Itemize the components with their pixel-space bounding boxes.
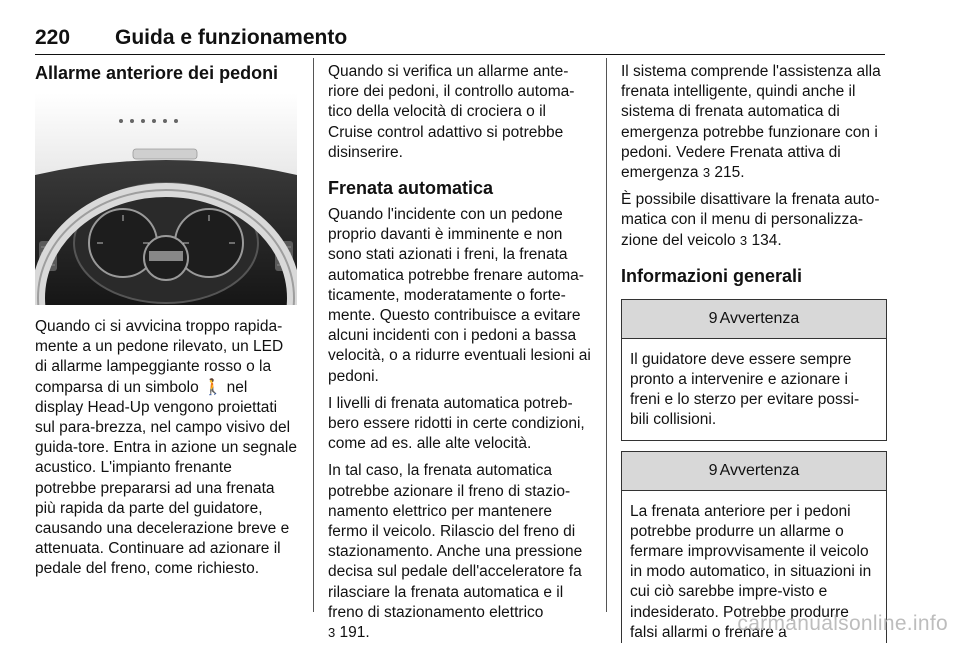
paragraph-cruise-control: Quando si verifica un allarme ante-riore dei pedoni, il controllo automa-tico della velocità di crociera o il Cruise control adattivo si potrebbe disinserire. — [328, 63, 575, 161]
page-reference-link[interactable]: 215. — [714, 164, 745, 182]
paragraph-pedestrian-alert: Quando ci si avvicina troppo rapida-mente a un pedone rilevato, un LED di allarme lampeggiante rosso o la comparsa di un simbolo 🚶 nel display Head-Up vengono proiettati sul para-brezza, nel campo visivo del guida-tore. Entra in azione un segnale acustico. L'impianto frenante potrebbe prepararsi ad una frenata più rapida da parte del guidatore, causando una decelerazione breve e attenuata. Continuare ad azionare il pedale del freno, come richiesto. — [35, 318, 297, 578]
column-divider — [606, 58, 607, 612]
column-2 — [328, 62, 592, 650]
warning-header — [622, 300, 886, 339]
warning-box — [621, 299, 887, 441]
column-1 — [35, 62, 297, 587]
page-ref-icon: 3 — [739, 232, 748, 248]
paragraph-automatic-braking: Quando l'incidente con un pedone proprio davanti è imminente e non sono stati azionati i freni, la frenata automatica potrebbe frenare automa-ticamente, moderatamente o forte-mente. Questo contribuisce a evitare alcuni incidenti con i pedoni a bassa velocità, o a ridurre eventuali lesioni ai pedoni. — [328, 206, 591, 385]
page-ref-icon: 3 — [328, 625, 336, 641]
cluster-display — [149, 251, 183, 261]
intelligent-braking-text: Il sistema comprende l'assistenza alla frenata intelligente, quindi anche il sistema di frenata automatica di emergenza potrebbe funzionare con i pedoni. Vedere Frenata attiva di emergenza — [621, 63, 881, 182]
section-heading-automatic-braking: Frenata automatica — [328, 178, 494, 199]
section-heading-pedestrian-alert: Allarme anteriore dei pedoni — [35, 63, 279, 83]
page-header — [35, 22, 885, 55]
paragraph-disable-braking — [621, 190, 887, 251]
page-reference-link[interactable]: 134. — [751, 231, 782, 249]
chapter-title: Guida e funzionamento — [115, 26, 348, 49]
dashboard-illustration — [35, 93, 297, 305]
watermark: carmanualsonline.info — [737, 612, 948, 635]
page-number: 220 — [35, 26, 71, 49]
hud-projector — [133, 149, 197, 159]
disable-braking-text: È possibile disattivare la frenata auto-matica con il menu di personalizza-zione del veicolo — [621, 191, 880, 249]
warning-header — [622, 452, 886, 491]
paragraph-braking-levels: I livelli di frenata automatica potreb-bero essere ridotti in certe condizioni, come ad es. alle alte velocità. — [328, 394, 585, 453]
dashboard-drawing — [35, 93, 297, 305]
section-heading-general-info: Informazioni generali — [621, 265, 803, 286]
warning-icon: 9 — [708, 461, 718, 479]
warning-icon: 9 — [708, 309, 718, 327]
column-divider — [313, 58, 314, 612]
column-3 — [621, 62, 887, 653]
warning-title: Avvertenza — [719, 461, 800, 479]
warning-body: La frenata anteriore per i pedoni potrebbe produrre un allarme o fermare improvvisamente il veicolo in modo automatico, in situazioni in cui ciò sarebbe impre-visto e indesiderato. Potrebbe produrre falsi allarmi o frenare a — [630, 502, 872, 641]
warning-title: Avvertenza — [719, 309, 800, 327]
paragraph-intelligent-braking — [621, 62, 887, 183]
page-reference-link[interactable]: 191. — [339, 624, 370, 642]
warning-body: Il guidatore deve essere sempre pronto a intervenire e azionare i freni e lo sterzo per evitare possi-bili collisioni. — [630, 350, 860, 429]
parking-brake-text: In tal caso, la frenata automatica potrebbe azionare il freno di stazio-namento elettrico per mantenere fermo il veicolo. Rilascio del freno di stazionamento. Anche una pressione decisa sul pedale dell'acceleratore fa rilasciare la frenata automatica e il freno di stazionamento elettrico — [328, 462, 583, 621]
paragraph-parking-brake — [328, 461, 592, 643]
page-ref-icon: 3 — [702, 165, 711, 181]
